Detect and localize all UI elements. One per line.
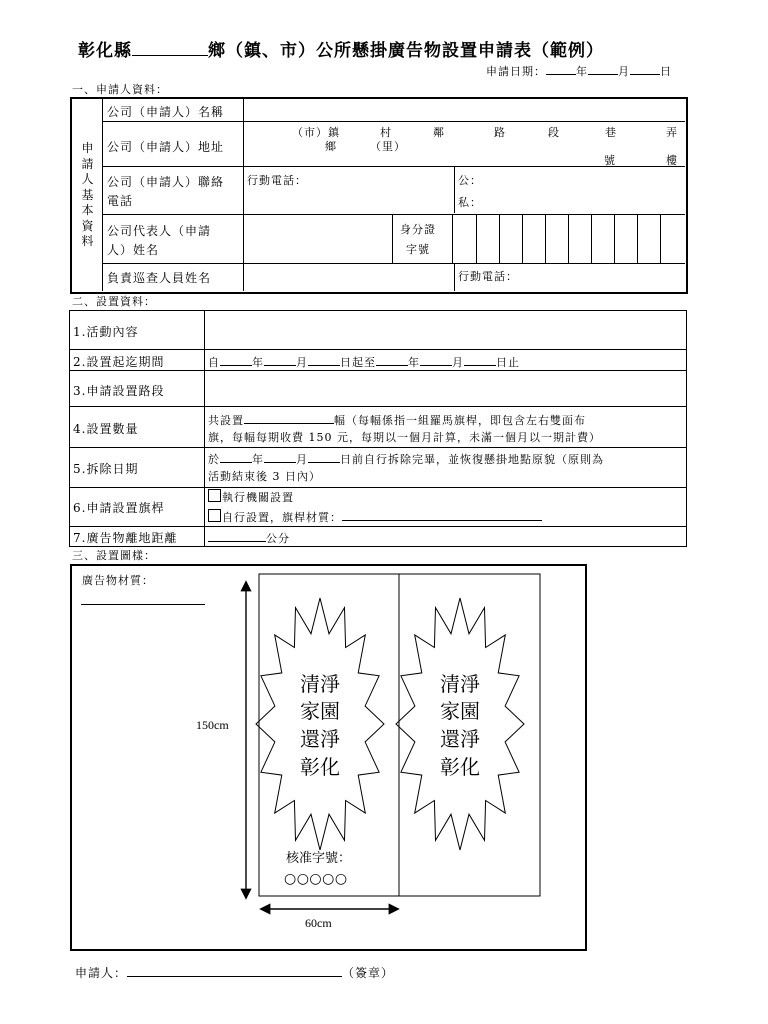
- addr-lane: 巷: [605, 126, 617, 139]
- title-suffix: 鄉（鎮、市）公所懸掛廣告物設置申請表（範例）: [208, 41, 604, 61]
- addr-city: （市）鎮: [292, 126, 340, 139]
- addr-section: 段: [548, 126, 560, 139]
- apply-date-year: 年: [576, 65, 588, 78]
- row-removal-label: 5.拆除日期: [73, 462, 139, 476]
- right-banner-line-3: 還淨: [440, 727, 480, 751]
- left-banner-line-1: 清淨: [300, 672, 340, 696]
- material-label: 廣告物材質：: [82, 574, 154, 587]
- pole-option-1[interactable]: 執行機關設置: [208, 489, 294, 505]
- approval-label: 核准字號：: [286, 851, 352, 866]
- right-banner-text: [440, 672, 480, 779]
- pole-option-2[interactable]: 自行設置，旗桿材質：: [208, 508, 542, 525]
- signature-label: （簽章）: [342, 966, 395, 980]
- phone-label-2: 電話: [107, 194, 134, 208]
- section3-heading: 三、設置圖樣：: [72, 549, 156, 562]
- addr-alley: 弄: [666, 126, 678, 139]
- addr-town: 鄉: [325, 140, 337, 153]
- office-phone-label: 公：: [458, 174, 482, 187]
- width-label: 60cm: [305, 916, 332, 930]
- left-starburst: [256, 598, 384, 850]
- row-pole-label: 6.申請設置旗桿: [73, 501, 165, 515]
- apply-date-day: 日: [660, 65, 672, 78]
- quantity-line-1: 共設置 幅（每幅係指一組羅馬旗桿，即包含左右雙面布: [208, 411, 586, 428]
- mobile-label: 行動電話：: [247, 174, 307, 187]
- private-phone-label: 私：: [458, 196, 482, 209]
- row-period-label: 2.設置起迄期間: [73, 355, 165, 369]
- apply-date-label: 申請日期：: [486, 65, 546, 78]
- height-label: 150cm: [196, 718, 229, 732]
- removal-line-2: 活動結束後 3 日內）: [208, 470, 321, 483]
- right-banner-line-1: 清淨: [440, 672, 480, 696]
- applicant-label: 申請人：: [75, 966, 128, 980]
- row-quantity-label: 4.設置數量: [73, 422, 139, 436]
- section1-side-label: 申請人基本資料: [81, 141, 95, 248]
- apply-date-month: 月: [618, 65, 630, 78]
- left-banner-line-4: 彰化: [300, 755, 340, 779]
- addr-no: 號: [604, 154, 616, 167]
- applicant-signature-line: [75, 964, 394, 981]
- addr-floor: 樓: [666, 154, 678, 167]
- company-name-label: 公司（申請人）名稱: [107, 105, 225, 119]
- row-distance-label: 7.廣告物離地距離: [73, 531, 178, 545]
- right-starburst: [396, 598, 524, 850]
- quantity-line-2: 旗，每幅每期收費 150 元，每期以一個月計算，未滿一個月以一期計費）: [208, 431, 601, 444]
- approval-circles: ○○○○○: [284, 871, 348, 887]
- title-prefix: 彰化縣: [78, 41, 132, 61]
- id-label-2: 字號: [406, 243, 430, 256]
- addr-village: 村: [380, 126, 392, 139]
- addr-lin: 鄰: [433, 126, 445, 139]
- left-banner-line-2: 家園: [300, 699, 340, 723]
- applicant-signature-blank[interactable]: [127, 964, 342, 977]
- phone-label-1: 公司（申請人）聯絡: [107, 175, 225, 189]
- rep-label-2: 人）姓名: [107, 243, 160, 257]
- rep-label-1: 公司代表人（申請: [107, 224, 212, 238]
- right-banner-line-4: 彰化: [440, 755, 480, 779]
- row-activity-label: 1.活動內容: [73, 325, 139, 339]
- row-road-label: 3.申請設置路段: [73, 384, 165, 398]
- left-banner-line-3: 還淨: [300, 727, 340, 751]
- company-address-label: 公司（申請人）地址: [107, 140, 225, 154]
- addr-li: （里）: [370, 140, 406, 153]
- section2-heading: 二、設置資料：: [72, 295, 156, 308]
- patrol-name-label: 負責巡查人員姓名: [107, 271, 212, 285]
- right-banner-line-2: 家園: [440, 699, 480, 723]
- section1-heading: 一、申請人資料：: [72, 83, 168, 96]
- id-label-1: 身分證: [400, 223, 436, 236]
- period-field: 自 年 月 日起至 年 月 日止: [208, 353, 520, 370]
- addr-road: 路: [494, 126, 506, 139]
- distance-field: 公分: [208, 529, 290, 546]
- removal-line-1: 於 年 月 日前自行拆除完畢，並恢復懸掛地點原貌（原則為: [208, 450, 604, 467]
- patrol-mobile-label: 行動電話：: [458, 270, 518, 283]
- left-banner-text: [300, 672, 340, 779]
